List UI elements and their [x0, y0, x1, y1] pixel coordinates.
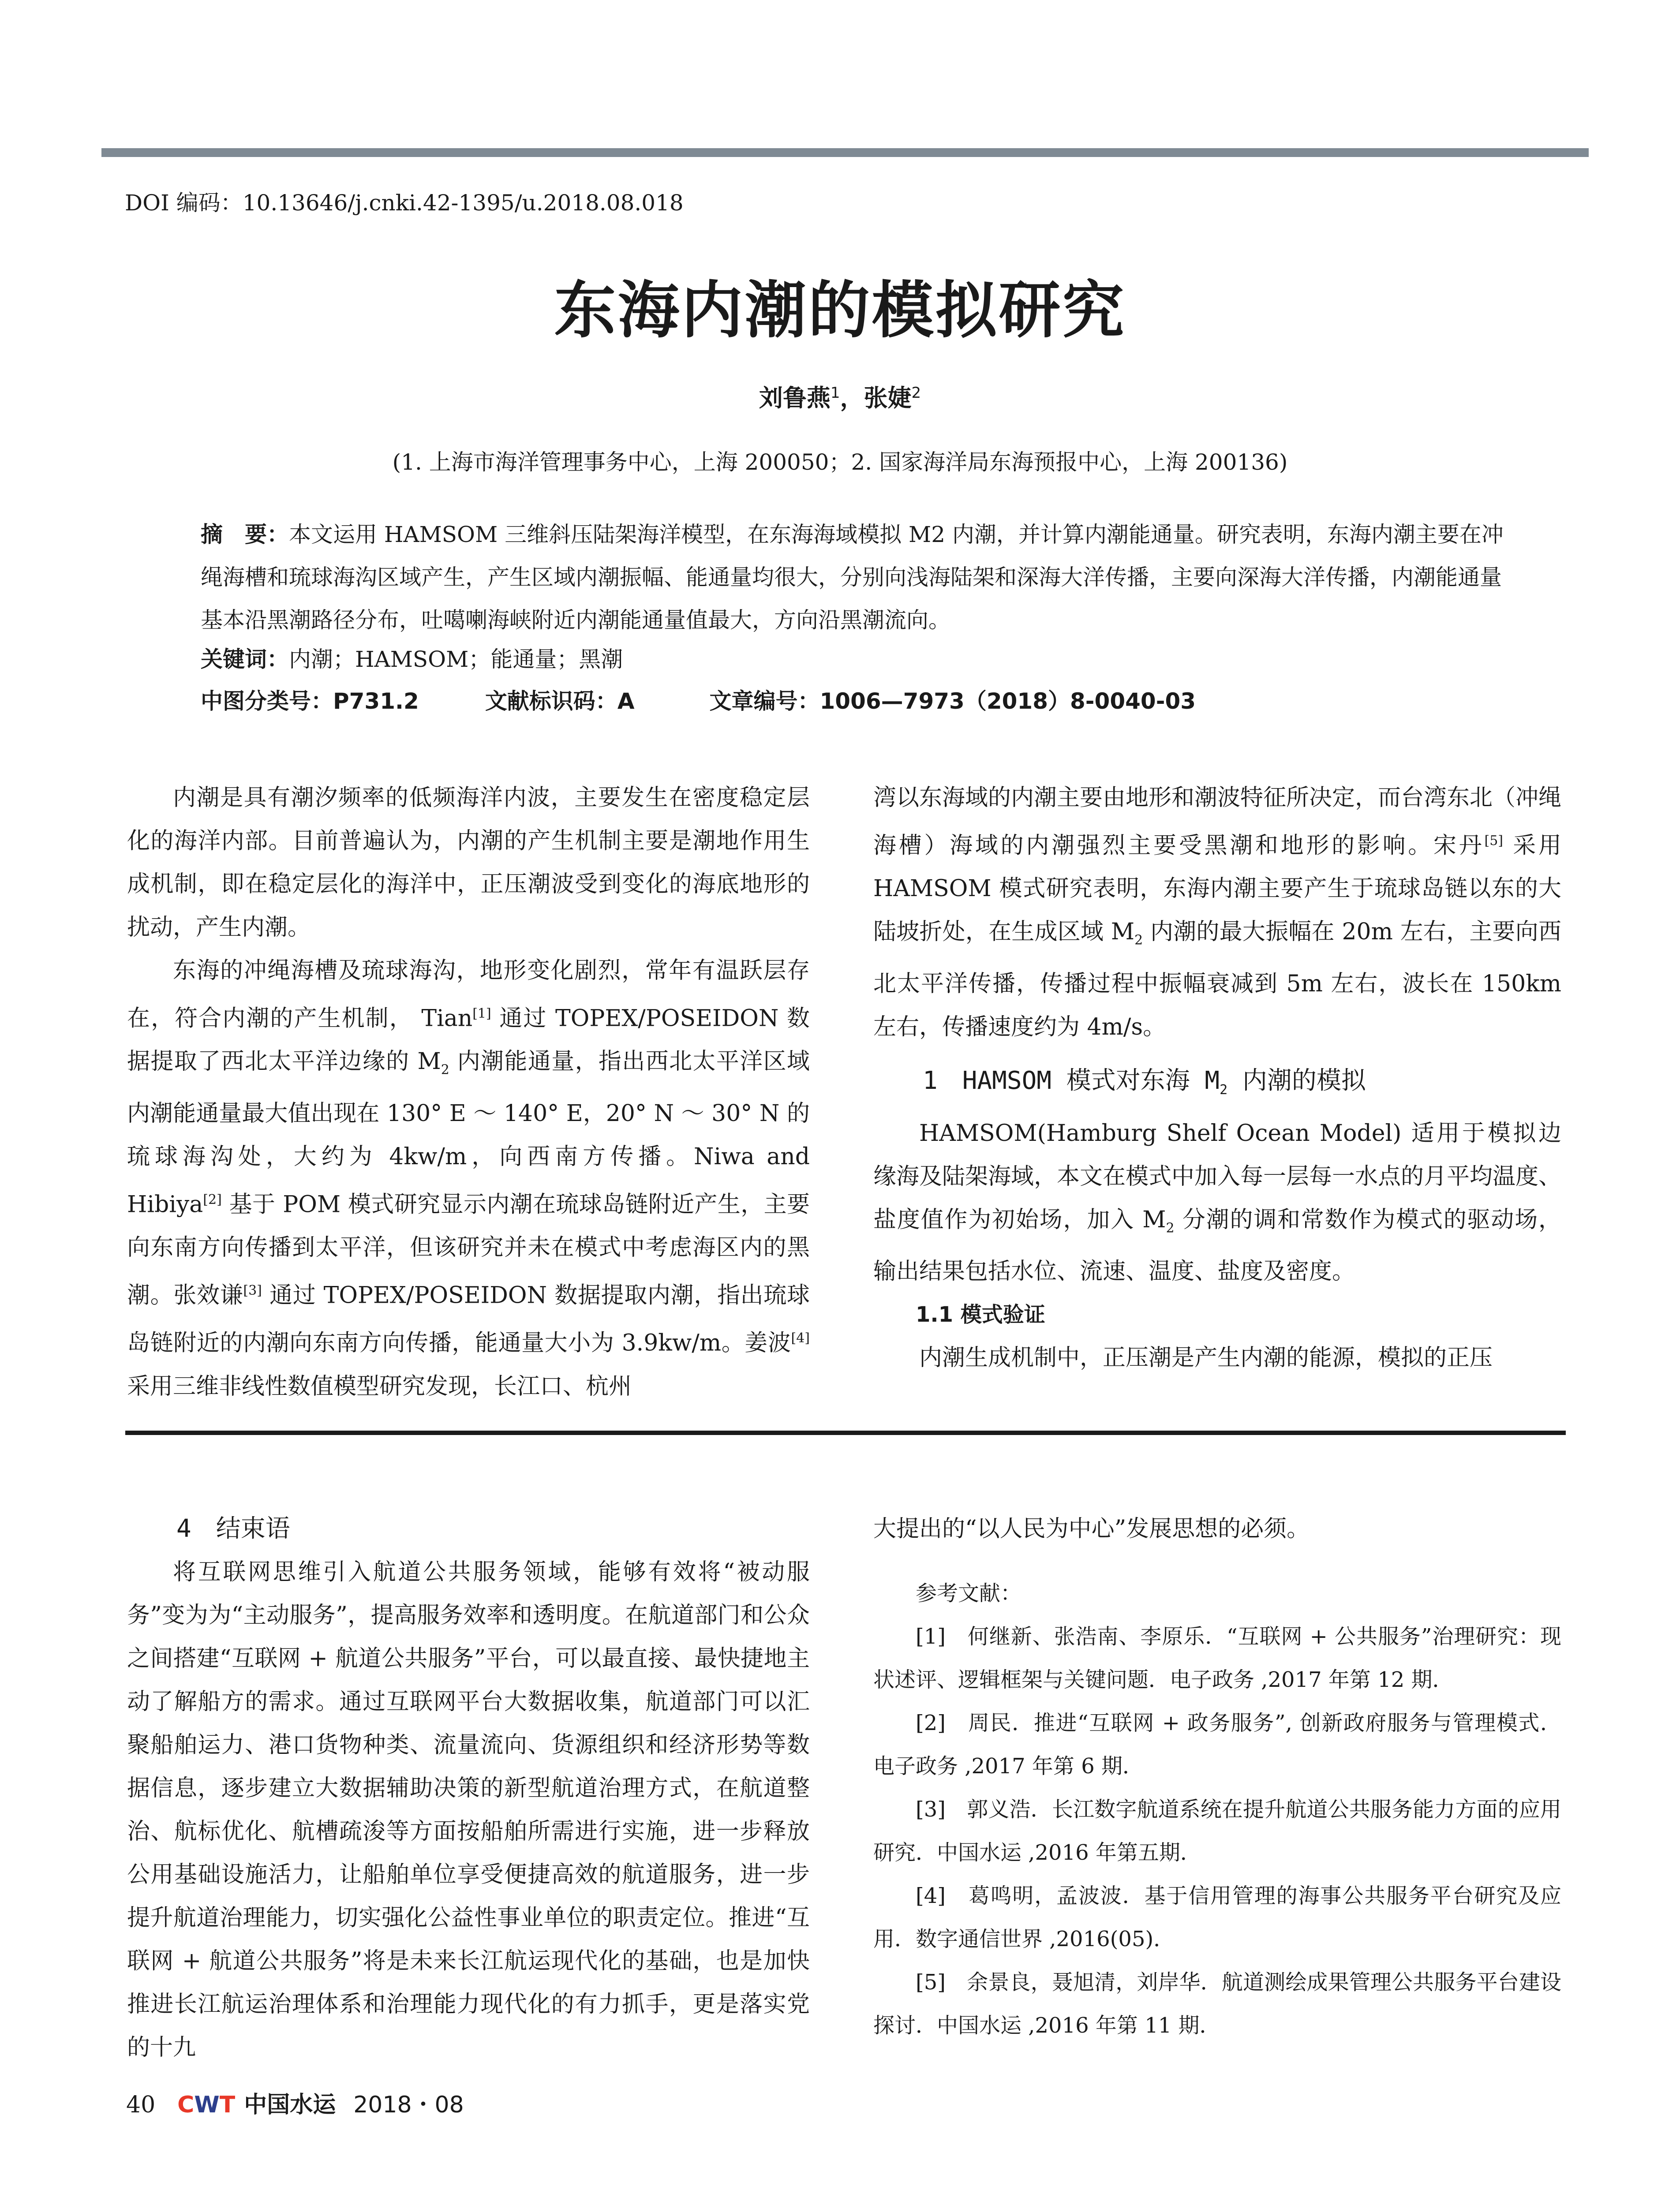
reference-item: [5] 余景良，聂旭清，刘岸华．航道测绘成果管理公共服务平台建设探讨．中国水运 ,2016 年第 11 期．: [873, 1970, 1561, 2038]
body-column-right: [873, 776, 1561, 1379]
abstract-label: 摘 要：: [201, 522, 289, 547]
authors: [0, 379, 1680, 413]
paragraph-continued: [873, 776, 1561, 1049]
citation-3: [3]: [243, 1283, 262, 1299]
text-run: 内潮的模拟: [1227, 1066, 1366, 1095]
text-run: 基于 POM 模式研究显示内潮在琉球岛链附近产生，主要向东南方向传播到太平洋，但该研究并未在模式中考虑海区内的黑潮。张效谦: [127, 1191, 810, 1309]
doccode-label: 文献标识码：: [485, 688, 617, 714]
section-heading-4: 4 结束语: [176, 1514, 290, 1543]
text-run: HAMSOM(Hamburg Shelf Ocean Model) 适用于模拟边缘海及陆架海域，本文在模式中加入每一层每一水点的月平均温度、盐度值作为初始场，加入 M: [873, 1120, 1562, 1233]
article-number-label: 文章编号：: [709, 688, 820, 714]
section-heading-1-1: 1.1 模式验证: [916, 1302, 1045, 1327]
article-title: 东海内潮的模拟研究: [554, 274, 1126, 347]
section-heading-1: [873, 1059, 1561, 1112]
author-2: 张婕: [864, 384, 912, 412]
author-2-sup: 2: [911, 384, 921, 402]
paragraph-validation: 内潮生成机制中，正压潮是产生内潮的能源，模拟的正压: [919, 1345, 1493, 1372]
text-run: 1 HAMSOM 模式对东海 M: [923, 1066, 1220, 1095]
logo-letter: W: [194, 2092, 220, 2118]
keywords: [201, 642, 623, 673]
text-run: 湾以东海域的内潮主要由地形和潮波特征所决定，而台湾东北（冲绳海槽）海域的内潮强烈主要受黑潮和地形的影响。宋丹: [873, 785, 1562, 859]
citation-2: [2]: [203, 1192, 222, 1207]
text-run: 通过 TOPEX/POSEIDON 数据提取了西北太平洋边缘的 M: [127, 1005, 810, 1075]
logo-letter: C: [177, 2092, 195, 2118]
paragraph-conclusion-end: 大提出的“以人民为中心”发展思想的必须。: [873, 1516, 1310, 1542]
text-run: 通过 TOPEX/POSEIDON 数据提取内潮，指出琉球岛链附近的内潮向东南方向传播，能通量大小为 3.9kw/m。姜波: [127, 1282, 810, 1357]
subscript-2: 2: [1220, 1082, 1228, 1098]
paragraph-background: [127, 949, 810, 1408]
abstract-text: 本文运用 HAMSOM 三维斜压陆架海洋模型，在东海海域模拟 M2 内潮，并计算内潮能通量。研究表明，东海内潮主要在冲绳海槽和琉球海沟区域产生，产生区域内潮振幅、能通量均很大，分别向浅海陆架和深海大洋传播，主要向深海大洋传播，内潮能通量基本沿黑潮路径分布，吐噶喇海峡附近内潮能通量值最大，方向沿黑潮流向。: [201, 522, 1504, 633]
citation-5: [5]: [1484, 833, 1503, 848]
text-run: 分潮的调和常数作为模式的驱动场，输出结果包括水位、流速、温度、盐度及密度。: [873, 1206, 1562, 1285]
paragraph-hamsom: [873, 1112, 1561, 1293]
keywords-text: 内潮；HAMSOM；能通量；黑潮: [289, 647, 623, 672]
author-1-sup: 1: [830, 384, 840, 402]
reference-item: [1] 何继新、张浩南、李原乐．“互联网 + 公共服务”治理研究：现状述评、逻辑框架与关键问题．电子政务 ,2017 年第 12 期．: [873, 1624, 1561, 1692]
class-value: P731.2: [333, 688, 419, 714]
references-heading: 参考文献：: [916, 1581, 1022, 1606]
text-run: 采用三维非线性数值模型研究发现，长江口、杭州: [127, 1373, 632, 1400]
reference-list: [873, 1615, 1561, 2047]
logo-letter: T: [219, 2092, 236, 2118]
text-run: 采用 HAMSOM 模式研究表明，东海内潮主要产生于琉球岛链以东的大陆坡折处，在生成区域 M: [873, 832, 1561, 946]
article-number-value: 1006—7973（2018）8-0040-03: [819, 688, 1196, 714]
body-column-left: [127, 776, 810, 1408]
keywords-label: 关键词：: [201, 647, 289, 672]
reference-item: [2] 周民．推进“互联网 + 政务服务”, 创新政府服务与管理模式．电子政务 ,2017 年第 6 期．: [873, 1711, 1561, 1779]
reference-item: [4] 葛鸣明，孟波波．基于信用管理的海事公共服务平台研究及应用．数字通信世界 ,2016(05)．: [873, 1884, 1561, 1951]
top-rule: [101, 148, 1589, 157]
doccode-value: A: [617, 688, 635, 714]
subscript-2: 2: [441, 1062, 449, 1078]
second-article-column-right: [873, 1507, 1561, 2047]
reference-item: [3] 郭义浩．长江数字航道系统在提升航道公共服务能力方面的应用研究．中国水运 ,2016 年第五期．: [873, 1797, 1561, 1865]
section-divider: [125, 1431, 1566, 1435]
citation-1: [1]: [472, 1006, 491, 1021]
paragraph-conclusion: 将互联网思维引入航道公共服务领域，能够有效将“被动服务”变为为“主动服务”，提高服务效率和透明度。在航道部门和公众之间搭建“互联网 + 航道公共服务”平台，可以最直接、最快捷地主动了解船方的需求。通过互联网平台大数据收集，航道部门可以汇聚船舶运力、港口货物种类、流量流向、货源组织和经济形势等数据信息，逐步建立大数据辅助决策的新型航道治理方式，在航道整治、航标优化、航槽疏浚等方面按船舶所需进行实施，进一步释放公用基础设施活力，让船舶单位享受便捷高效的航道服务，进一步提升航道治理能力，切实强化公益性事业单位的职责定位。推进“互联网 + 航道公共服务”将是未来长江航运现代化的基础，也是加快推进长江航运治理体系和治理能力现代化的有力抓手，更是落实党的十九: [127, 1559, 810, 2061]
second-article-column-left: [127, 1507, 810, 2069]
citation-4: [4]: [791, 1330, 810, 1346]
subscript-2: 2: [1134, 932, 1143, 948]
affiliation: (1. 上海市海洋管理事务中心，上海 200050；2. 国家海洋局东海预报中心，上海 200136): [392, 449, 1288, 475]
text-run: 内潮的最大振幅在 20m 左右，主要向西北太平洋传播，传播过程中振幅衰减到 5m 左右，波长在 150km 左右，传播速度约为 4m/s。: [873, 919, 1561, 1040]
page-footer: [126, 2086, 464, 2119]
doi-line: DOI 编码：10.13646/j.cnki.42-1395/u.2018.08.018: [125, 190, 684, 216]
author-1: 刘鲁燕: [759, 384, 831, 412]
text-run: 内潮能通量，指出西北太平洋区域内潮能通量最大值出现在 130° E ～ 140° E，20° N ～ 30° N 的琉球海沟处，大约为 4kw/m，向西南方传播。Niwa and Hibiya: [127, 1048, 810, 1218]
magazine-name: 中国水运: [244, 2091, 336, 2118]
issue-date: 2018・08: [353, 2092, 464, 2118]
classification-line: [201, 684, 1196, 715]
author-separator: ，: [840, 384, 864, 412]
page-number: 40: [126, 2092, 156, 2118]
subscript-2: 2: [1166, 1220, 1175, 1236]
paragraph-intro: 内潮是具有潮汐频率的低频海洋内波，主要发生在密度稳定层化的海洋内部。目前普遍认为，内潮的产生机制主要是潮地作用生成机制，即在稳定层化的海洋中，正压潮波受到变化的海底地形的扰动，产生内潮。: [127, 785, 810, 941]
text-run: 东海的冲绳海槽及琉球海沟，地形变化剧烈，常年有温跃层存在，符合内潮的产生机制， Tian: [127, 957, 810, 1032]
cwt-logo: [177, 2092, 235, 2118]
class-label: 中图分类号：: [201, 688, 333, 714]
abstract: [201, 513, 1506, 642]
